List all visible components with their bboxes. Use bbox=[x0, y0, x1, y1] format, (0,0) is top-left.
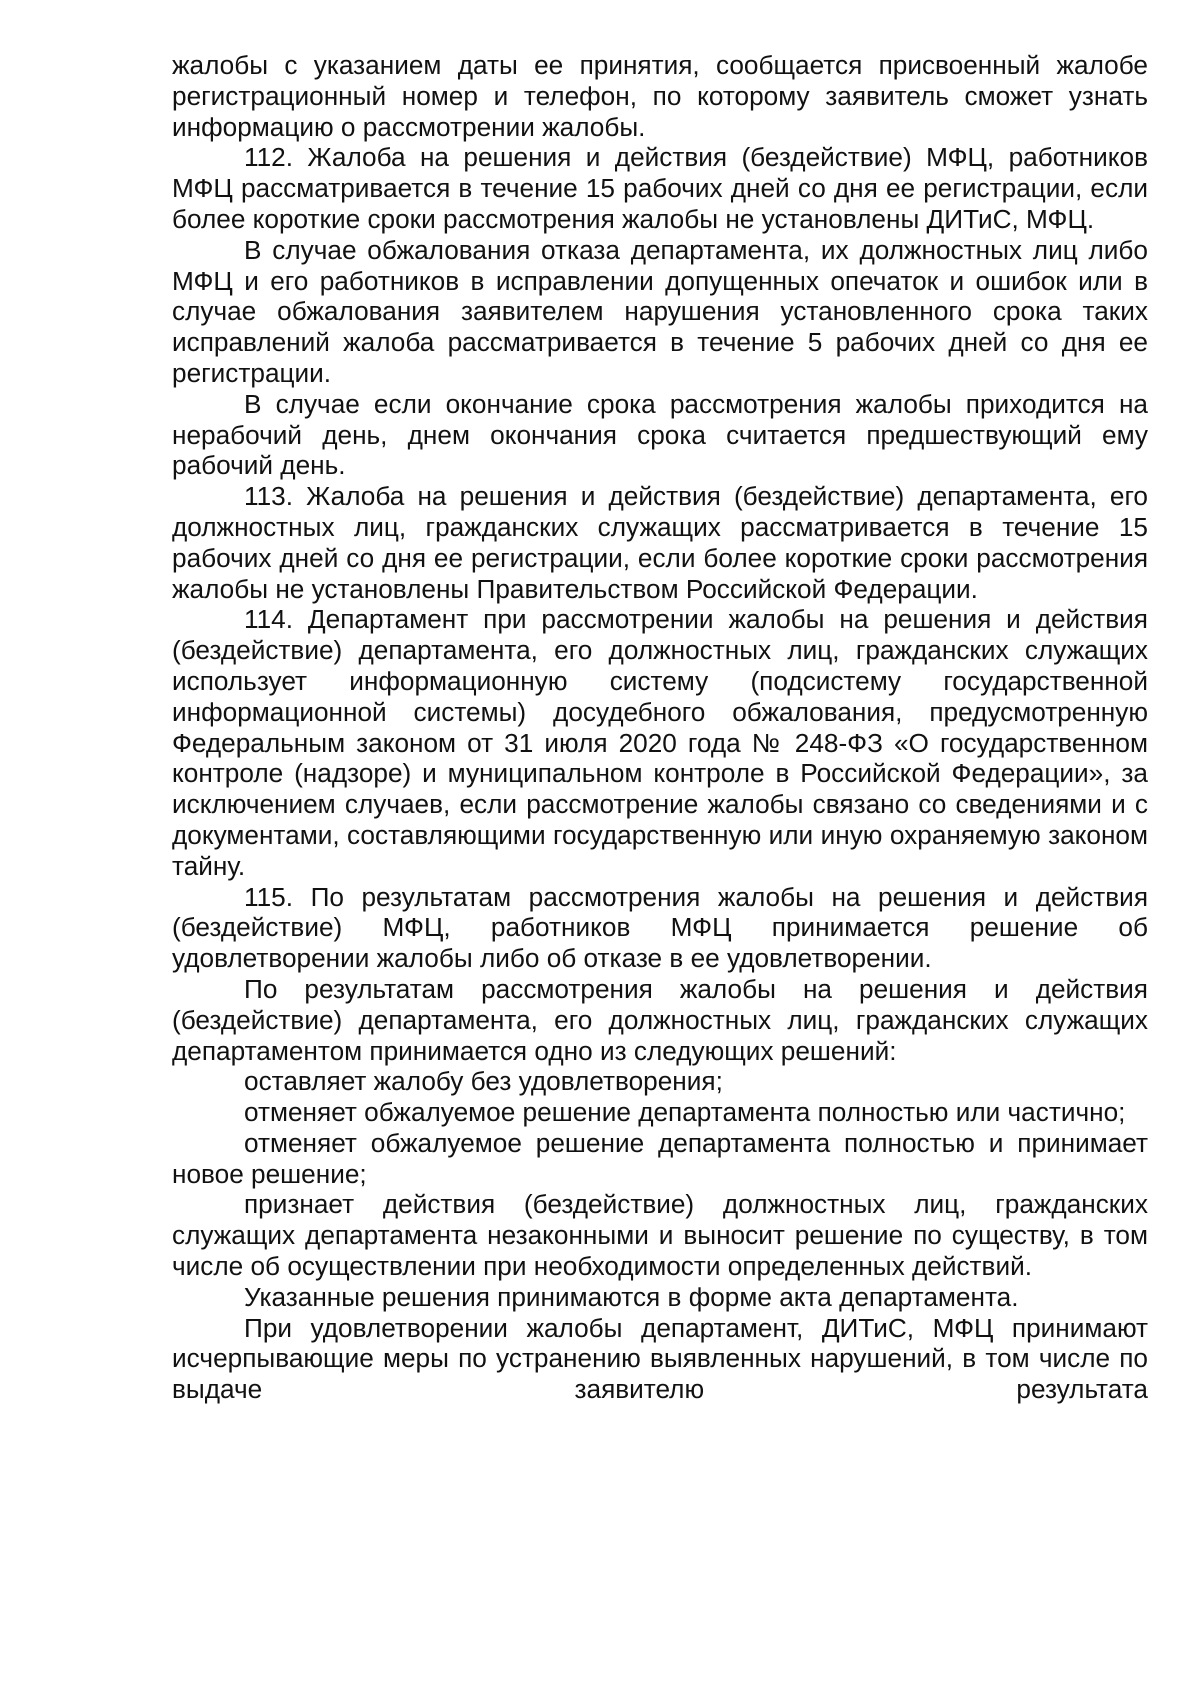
paragraph-112: 112. Жалоба на решения и действия (бездействие) МФЦ, работников МФЦ рассматривается в течение 15 рабочих дней со дня ее регистрации, если более короткие сроки рассмотрения жалобы не установлены ДИТиС, МФЦ. bbox=[172, 142, 1148, 234]
decision-item-4: признает действия (бездействие) должностных лиц, гражданских служащих департамента незаконными и выносит решение по существу, в том числе об осуществлении при необходимости определенных действий. bbox=[172, 1189, 1148, 1282]
paragraph-114: 114. Департамент при рассмотрении жалобы на решения и действия (бездействие) департамента, его должностных лиц, гражданских служащих использует информационную систему (подсистему государственной информационной системы) досудебного обжалования, предусмотренную Федеральным законом от 31 июля 2020 года № 248-ФЗ «О государственном контроле (надзоре) и муниципальном контроле в Российской Федерации», за исключением случаев, если рассмотрение жалобы связано со сведениями и с документами, составляющими государственную или иную охраняемую законом тайну. bbox=[172, 604, 1148, 881]
decision-item-3: отменяет обжалуемое решение департамента полностью и принимает новое решение; bbox=[172, 1127, 1148, 1189]
paragraph-nonworking-day: В случае если окончание срока рассмотрения жалобы приходится на нерабочий день, днем окончания срока считается предшествующий ему рабочий день. bbox=[172, 388, 1148, 481]
decision-item-1: оставляет жалобу без удовлетворения; bbox=[244, 1066, 723, 1097]
paragraph-measures: При удовлетворении жалобы департамент, ДИТиС, МФЦ принимают исчерпывающие меры по устранению выявленных нарушений, в том числе по выдаче заявителю результата bbox=[172, 1312, 1148, 1405]
paragraph-act-form: Указанные решения принимаются в форме акта департамента. bbox=[244, 1281, 1019, 1312]
paragraph-department-decisions: По результатам рассмотрения жалобы на решения и действия (бездействие) департамента, его должностных лиц, гражданских служащих департаментом принимается одно из следующих решений: bbox=[172, 973, 1148, 1066]
document-body bbox=[172, 50, 1148, 1405]
paragraph-113: 113. Жалоба на решения и действия (бездействие) департамента, его должностных лиц, гражданских служащих рассматривается в течение 15 рабочих дней со дня ее регистрации, если более короткие сроки рассмотрения жалобы не установлены Правительством Российской Федерации. bbox=[172, 481, 1148, 604]
paragraph-typo-appeal: В случае обжалования отказа департамента, их должностных лиц либо МФЦ и его работников в исправлении допущенных опечаток и ошибок или в случае обжалования заявителем нарушения установленного срока таких исправлений жалоба рассматривается в течение 5 рабочих дней со дня ее регистрации. bbox=[172, 234, 1148, 388]
paragraph-complaint-registration: жалобы с указанием даты ее принятия, сообщается присвоенный жалобе регистрационный номер и телефон, по которому заявитель сможет узнать информацию о рассмотрении жалобы. bbox=[172, 50, 1148, 142]
paragraph-115: 115. По результатам рассмотрения жалобы на решения и действия (бездействие) МФЦ, работников МФЦ принимается решение об удовлетворении жалобы либо об отказе в ее удовлетворении. bbox=[172, 881, 1148, 974]
decision-item-2: отменяет обжалуемое решение департамента полностью или частично; bbox=[244, 1097, 1126, 1128]
